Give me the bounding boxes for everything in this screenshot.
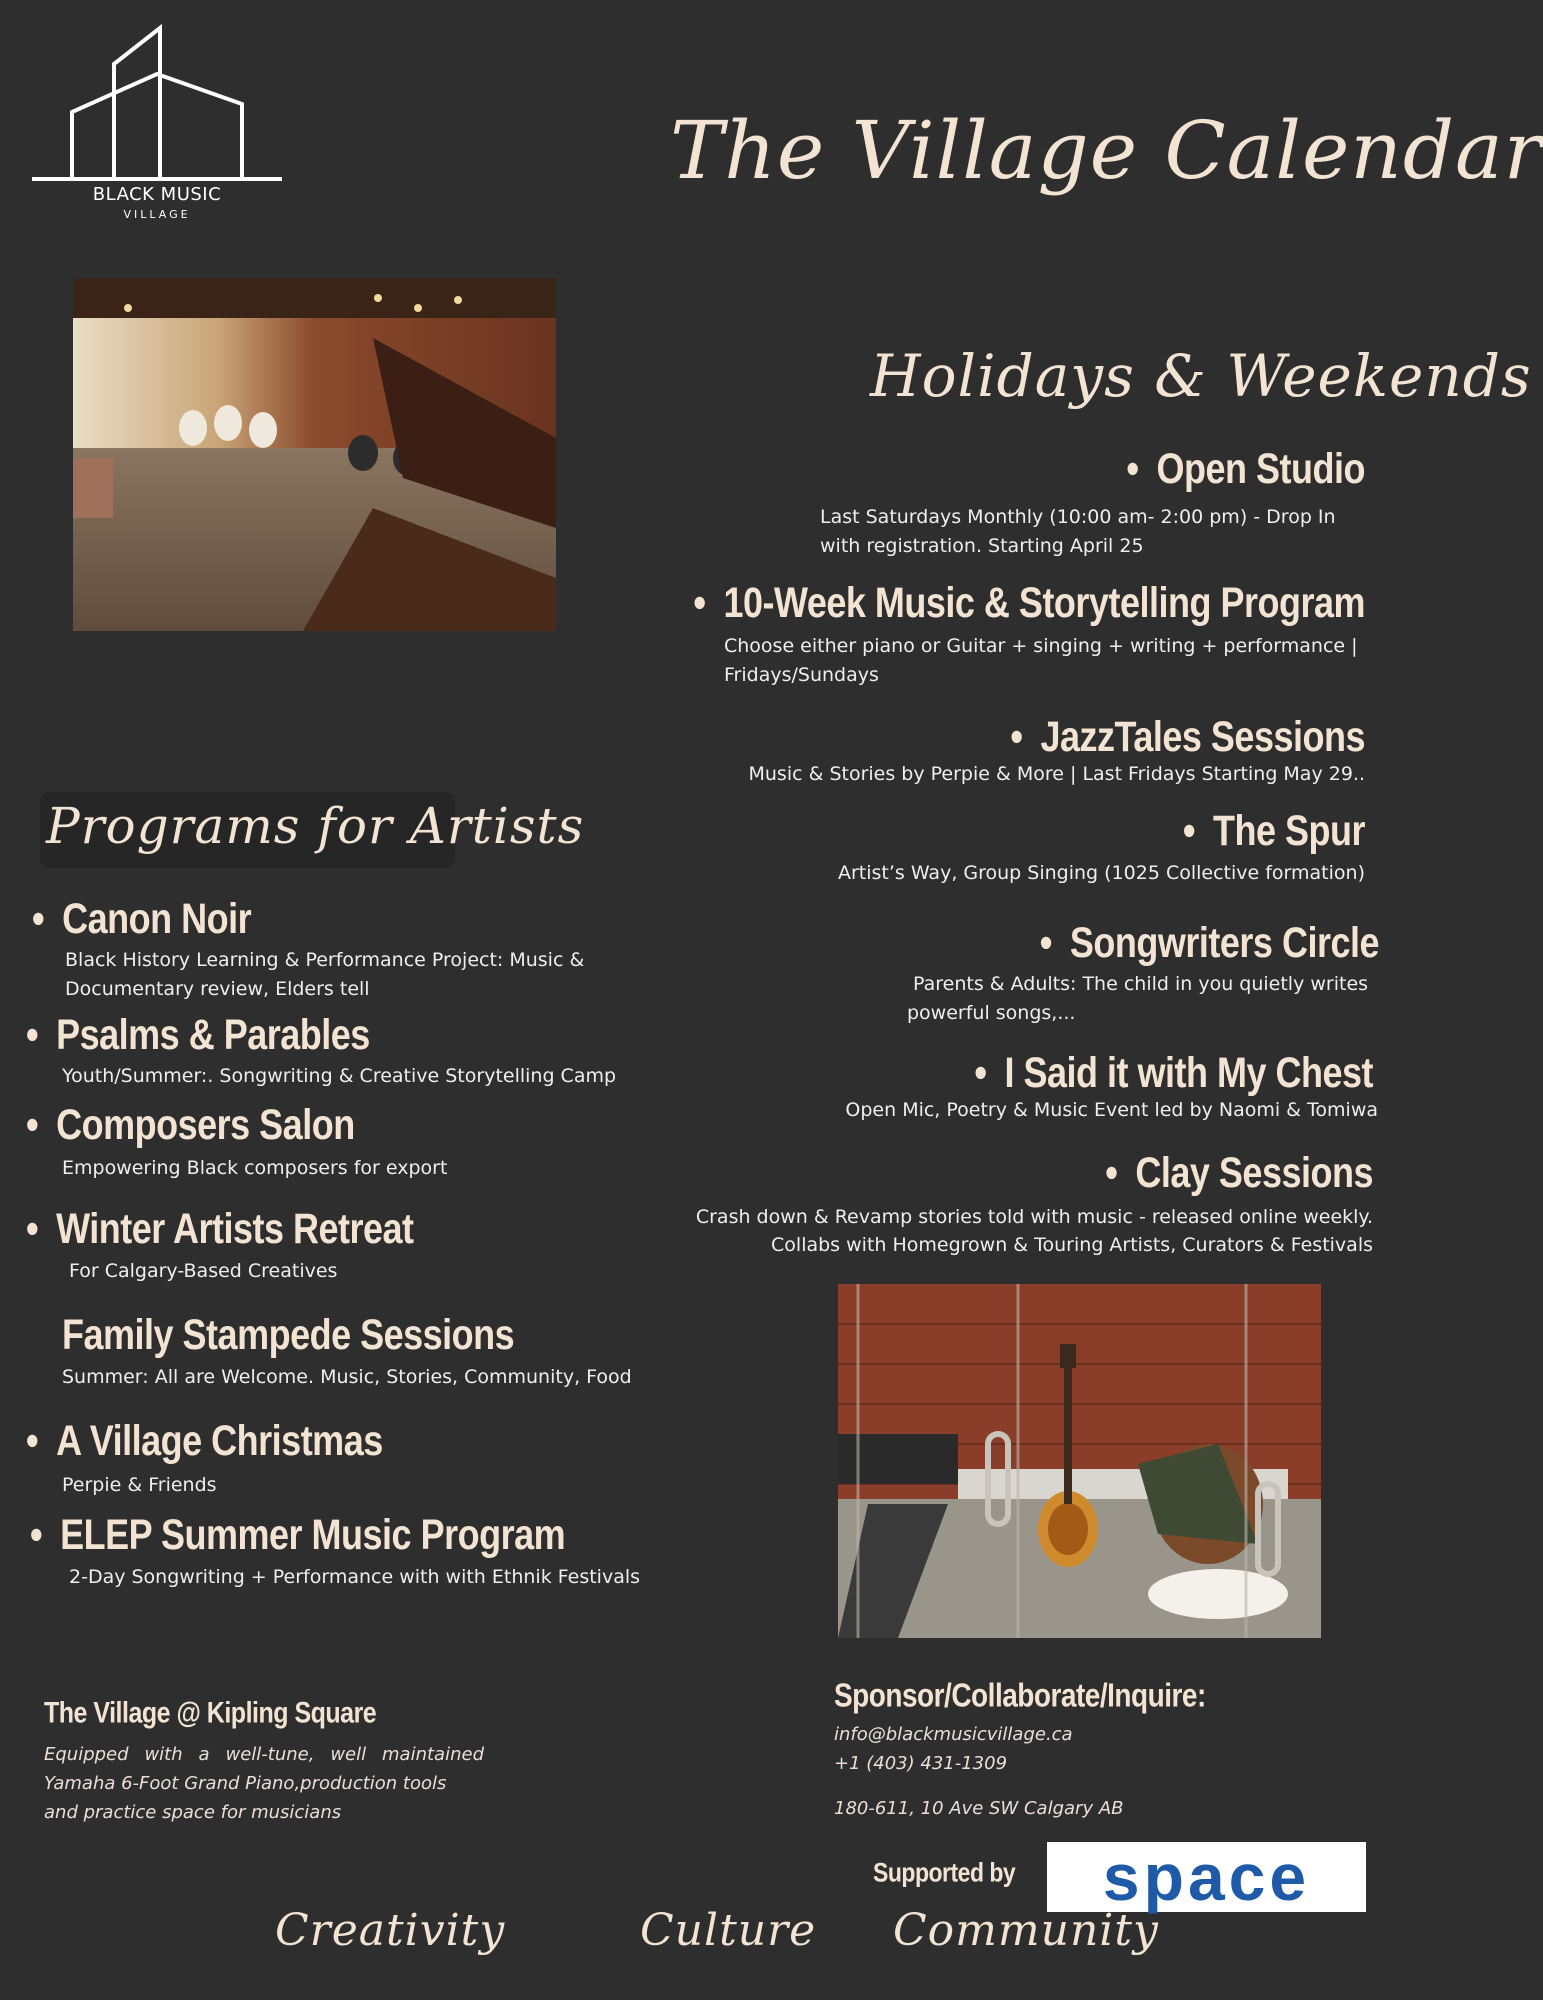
contact-phone[interactable]: +1 (403) 431-1309 <box>834 1753 1008 1774</box>
list-item <box>62 1310 662 1362</box>
program-title-canon-noir: • Canon Noir <box>32 892 632 946</box>
program-desc-christmas: Perpie & Friends <box>62 1474 217 1496</box>
event-desc-clay-2: Collabs with Homegrown & Touring Artists, Curators & Festivals <box>771 1234 1373 1256</box>
program-desc-composers: Empowering Black composers for export <box>62 1157 448 1179</box>
contact-address: 180-611, 10 Ave SW Calgary AB <box>834 1798 1124 1819</box>
program-desc-stampede: Summer: All are Welcome. Music, Stories, Community, Food <box>62 1366 632 1388</box>
list-item <box>700 1148 1373 1200</box>
list-item <box>26 1416 626 1468</box>
event-title-said-it: • I Said it with My Chest <box>700 1046 1373 1100</box>
guitar-photo <box>838 1284 1321 1638</box>
event-desc-the-spur: Artist’s Way, Group Singing (1025 Collective formation) <box>838 862 1365 884</box>
holidays-heading: Holidays & Weekends <box>870 342 1532 410</box>
sponsor-label: Supported by <box>873 1856 1016 1888</box>
event-title-10-week: • 10-Week Music & Storytelling Program <box>600 576 1365 630</box>
list-item <box>30 1510 650 1562</box>
list-item <box>700 1048 1373 1100</box>
studio-photo <box>73 278 556 631</box>
venue-title: The Village @ Kipling Square <box>44 1696 377 1730</box>
sponsor-logo-text: space <box>1102 1840 1311 1914</box>
page-title: The Village Calendar <box>670 104 1543 197</box>
event-desc-songwriters: Parents & Adults: The child in you quietly writes powerful songs,... <box>907 973 1369 1024</box>
program-desc-elep: 2-Day Songwriting + Performance with with Ethnik Festivals <box>69 1566 641 1588</box>
list-item <box>600 578 1365 630</box>
program-title-elep: • ELEP Summer Music Program <box>30 1508 650 1562</box>
event-desc-jazztales: Music & Stories by Perpie & More | Last Fridays Starting May 29.. <box>748 763 1365 785</box>
list-item <box>700 712 1365 764</box>
footer-word-culture: Culture <box>640 1905 817 1956</box>
list-item <box>26 1010 626 1062</box>
list-item <box>700 918 1379 970</box>
event-title-songwriters: • Songwriters Circle <box>700 916 1379 970</box>
program-title-psalms: • Psalms & Parables <box>26 1008 626 1062</box>
event-title-clay: • Clay Sessions <box>700 1146 1373 1200</box>
venue-desc-line2: Yamaha 6-Foot Grand Piano,production tools <box>44 1773 447 1794</box>
program-title-stampede: Family Stampede Sessions <box>62 1310 515 1359</box>
event-title-open-studio: • Open Studio <box>700 442 1365 496</box>
list-item <box>32 894 632 946</box>
contact-heading: Sponsor/Collaborate/Inquire: <box>834 1677 1206 1714</box>
venue-desc-line1: Equipped with a well-tune, well maintained <box>44 1744 484 1765</box>
footer-word-creativity: Creativity <box>275 1905 506 1956</box>
list-item <box>700 444 1365 496</box>
logo-text-line1: BLACK MUSIC <box>92 184 222 205</box>
event-desc-clay-1: Crash down & Revamp stories told with music - released online weekly. <box>695 1206 1373 1228</box>
programs-heading: Programs for Artists <box>46 797 585 855</box>
footer-word-community: Community <box>893 1905 1159 1956</box>
logo-building-icon <box>32 24 282 184</box>
list-item <box>26 1100 626 1152</box>
program-desc-canon-noir: Black History Learning & Performance Project: Music & Documentary review, Elders tell <box>65 949 585 1000</box>
contact-email[interactable]: info@blackmusicvillage.ca <box>834 1724 1073 1745</box>
program-title-christmas: • A Village Christmas <box>26 1414 626 1468</box>
program-desc-psalms: Youth/Summer:. Songwriting & Creative Storytelling Camp <box>62 1065 617 1087</box>
program-desc-winter: For Calgary-Based Creatives <box>69 1260 338 1282</box>
event-title-the-spur: • The Spur <box>700 804 1365 858</box>
event-desc-open-studio: Last Saturdays Monthly (10:00 am- 2:00 pm) - Drop In with registration. Starting April 25 <box>820 506 1336 557</box>
list-item <box>26 1204 626 1256</box>
venue-desc-line3: and practice space for musicians <box>44 1802 342 1823</box>
event-desc-said-it: Open Mic, Poetry & Music Event led by Naomi & Tomiwa <box>845 1099 1378 1121</box>
list-item <box>700 806 1365 858</box>
event-desc-10-week: Choose either piano or Guitar + singing + writing + performance | Fridays/Sundays <box>724 635 1358 686</box>
event-title-jazztales: • JazzTales Sessions <box>700 710 1365 764</box>
program-title-winter: • Winter Artists Retreat <box>26 1202 626 1256</box>
logo-text-line2: VILLAGE <box>123 208 191 221</box>
logo <box>32 24 282 224</box>
program-title-composers: • Composers Salon <box>26 1098 626 1152</box>
